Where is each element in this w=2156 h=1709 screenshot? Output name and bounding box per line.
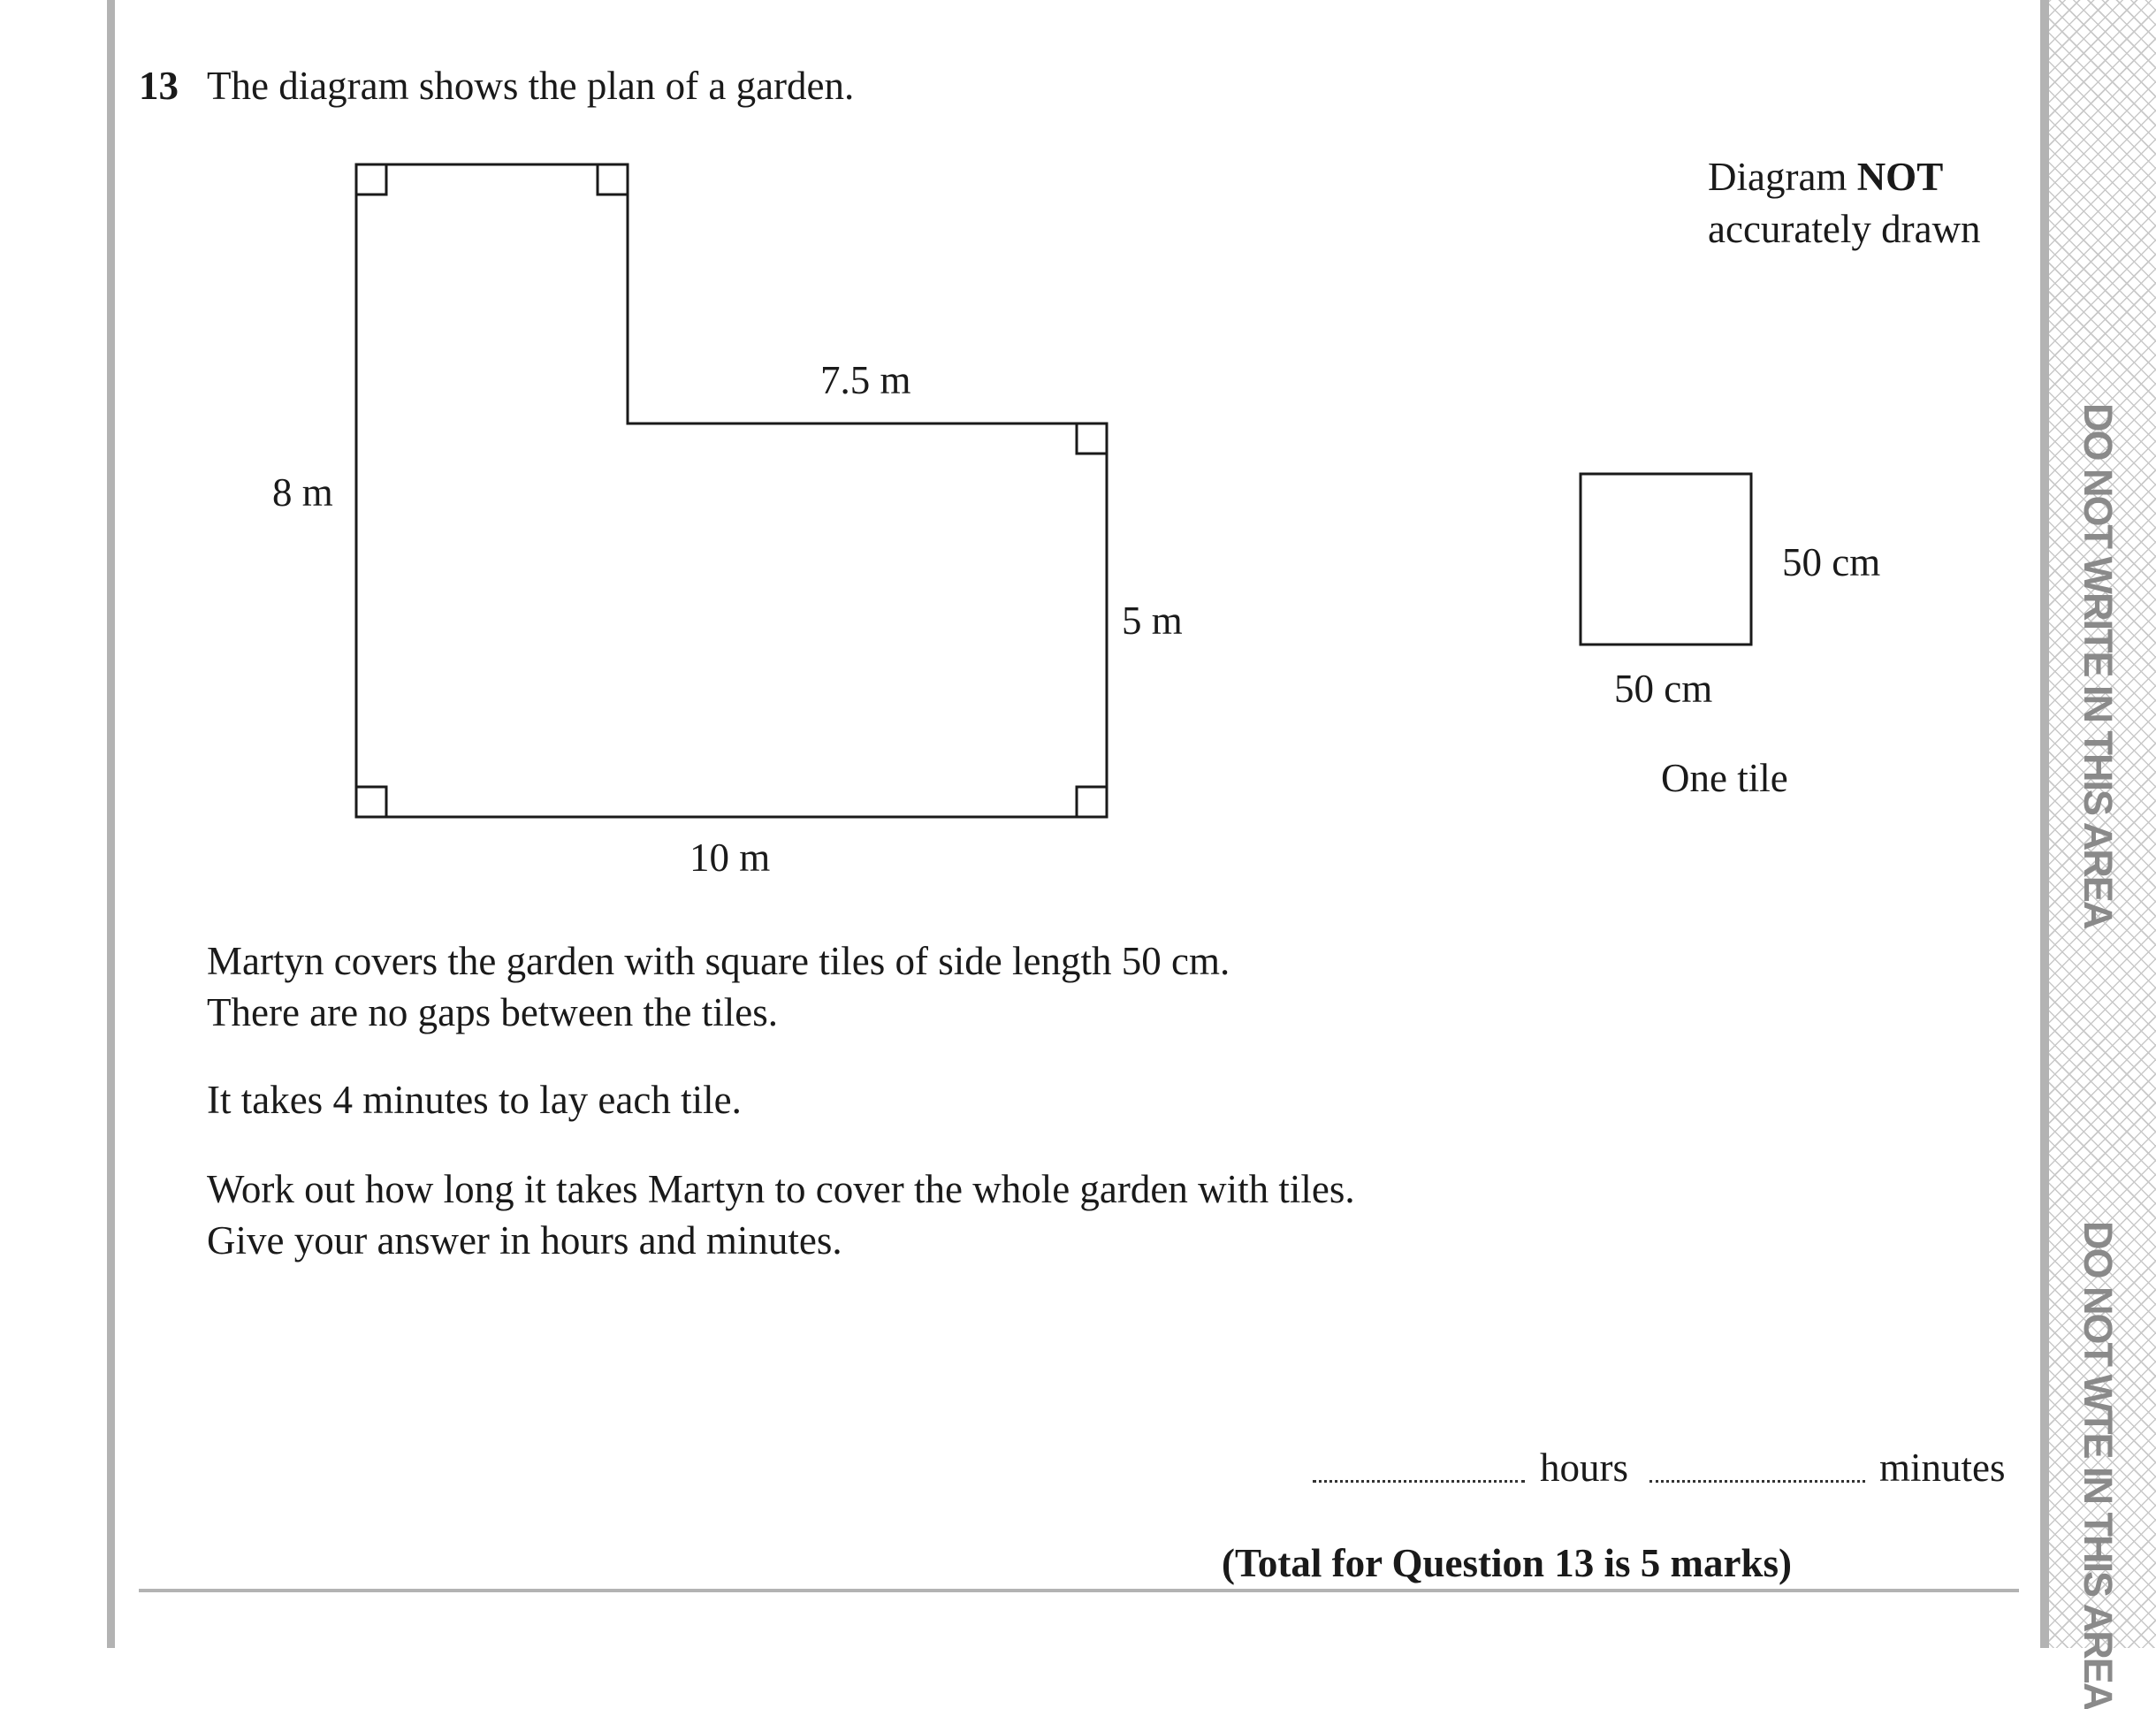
- question-total-marks: (Total for Question 13 is 5 marks): [1222, 1541, 1793, 1585]
- garden-label-bottom: 10 m: [689, 835, 771, 880]
- question-intro: The diagram shows the plan of a garden.: [207, 64, 855, 108]
- body-line-1: Martyn covers the garden with square tiles of side length 50 cm.: [207, 939, 1230, 983]
- right-angle-marker-bottom-right: [1077, 787, 1107, 817]
- question-number: 13: [139, 64, 179, 108]
- tile-square: [1581, 474, 1751, 645]
- diagram-note-line2: accurately drawn: [1708, 207, 1981, 251]
- tile-label-bottom: 50 cm: [1614, 667, 1713, 711]
- answer-hours-label: hours: [1540, 1446, 1628, 1490]
- right-angle-marker-top-right: [598, 164, 628, 195]
- body-line-2: There are no gaps between the tiles.: [207, 990, 778, 1034]
- garden-label-right: 5 m: [1122, 599, 1183, 643]
- tile-caption: One tile: [1661, 756, 1788, 800]
- body-line-3: It takes 4 minutes to lay each tile.: [207, 1078, 742, 1122]
- bottom-rule: [139, 1589, 2019, 1592]
- right-angle-marker-top-left: [356, 164, 386, 195]
- garden-label-top-step: 7.5 m: [820, 358, 911, 402]
- answer-minutes-field[interactable]: [1649, 1480, 1865, 1483]
- tile-label-side: 50 cm: [1782, 540, 1881, 584]
- diagram-note-bold: NOT: [1856, 155, 1944, 199]
- right-angle-marker-step: [1077, 423, 1107, 454]
- right-angle-marker-bottom-left: [356, 787, 386, 817]
- answer-minutes-label: minutes: [1879, 1446, 2006, 1490]
- answer-hours-field[interactable]: [1313, 1480, 1525, 1483]
- diagram-note-prefix: Diagram: [1708, 155, 1857, 199]
- garden-label-left: 8 m: [272, 470, 333, 515]
- body-line-5: Give your answer in hours and minutes.: [207, 1218, 842, 1263]
- body-line-4: Work out how long it takes Martyn to cover the whole garden with tiles.: [207, 1167, 1355, 1211]
- margin-warning-bottom: DO NOT WTE IN THIS AREA: [2076, 1221, 2121, 1709]
- garden-outline: [356, 164, 1107, 817]
- margin-warning-top: DO NOT WRITE IN THIS AREA: [2076, 403, 2121, 928]
